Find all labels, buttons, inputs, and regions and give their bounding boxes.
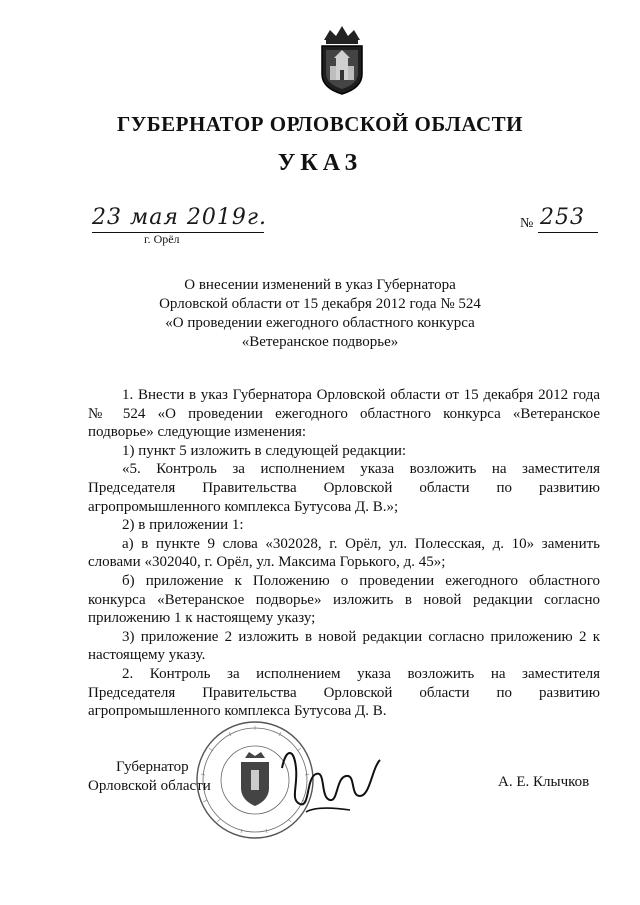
document-title (100, 276, 540, 352)
orel-region-coat-of-arms-icon (316, 22, 368, 96)
position-line: Губернатор (116, 759, 189, 775)
paragraph-1-1: 1) пункт 5 изложить в следующей редакции: (122, 442, 407, 459)
date-handwritten: 23 мая 2019г. (92, 205, 268, 230)
paragraph-1-1-text: «5. Контроль за исполнением указа возложить на заместителя Председателя Правительства Орловской области по развитию агропромышленного комплекса Бутусова Д. В.»; (88, 461, 600, 515)
paragraph-1-3: 3) приложение 2 изложить в новой редакции согласно приложению 2 к настоящему указу. (88, 628, 600, 664)
paragraph-1-2: 2) в приложении 1: (122, 517, 244, 534)
paragraph-1: 1. Внести в указ Губернатора Орловской области от 15 декабря 2012 года № 524 «О проведении ежегодного областного конкурса «Ветеранское подворье» следующие изменения: (88, 387, 600, 441)
signer-name: А. Е. Клычков (498, 774, 590, 790)
document-type: УКАЗ (277, 150, 363, 176)
title-line: «О проведении ежегодного областного конкурса (165, 315, 475, 331)
paragraph-1-2-a: а) в пункте 9 слова «302028, г. Орёл, ул. Полесская, д. 10» заменить словами «302040, г. Орёл, ул. Максима Горького, д. 45»; (88, 535, 600, 571)
city: г. Орёл (144, 232, 180, 246)
number-handwritten: 253 (540, 205, 585, 230)
paragraph-2: 2. Контроль за исполнением указа возложить на заместителя Председателя Правительства Орловской области по развитию агропромышленного комплекса Бутусова Д. В. (88, 665, 600, 720)
position-line: Орловской области (88, 778, 211, 794)
document-body (88, 386, 600, 721)
issuing-authority: ГУБЕРНАТОР ОРЛОВСКОЙ ОБЛАСТИ (116, 112, 524, 136)
title-line: «Ветеранское подворье» (241, 334, 399, 350)
number-label: № (520, 216, 534, 231)
handwritten-signature-icon (276, 738, 386, 818)
paragraph-1-2-b: б) приложение к Положению о проведении ежегодного областного конкурса «Ветеранское подворье» изложить в новой редакции согласно приложению 1 к настоящему указу; (88, 572, 600, 627)
title-line: Орловской области от 15 декабря 2012 года № 524 (159, 296, 481, 312)
title-line: О внесении изменений в указ Губернатора (184, 277, 456, 293)
